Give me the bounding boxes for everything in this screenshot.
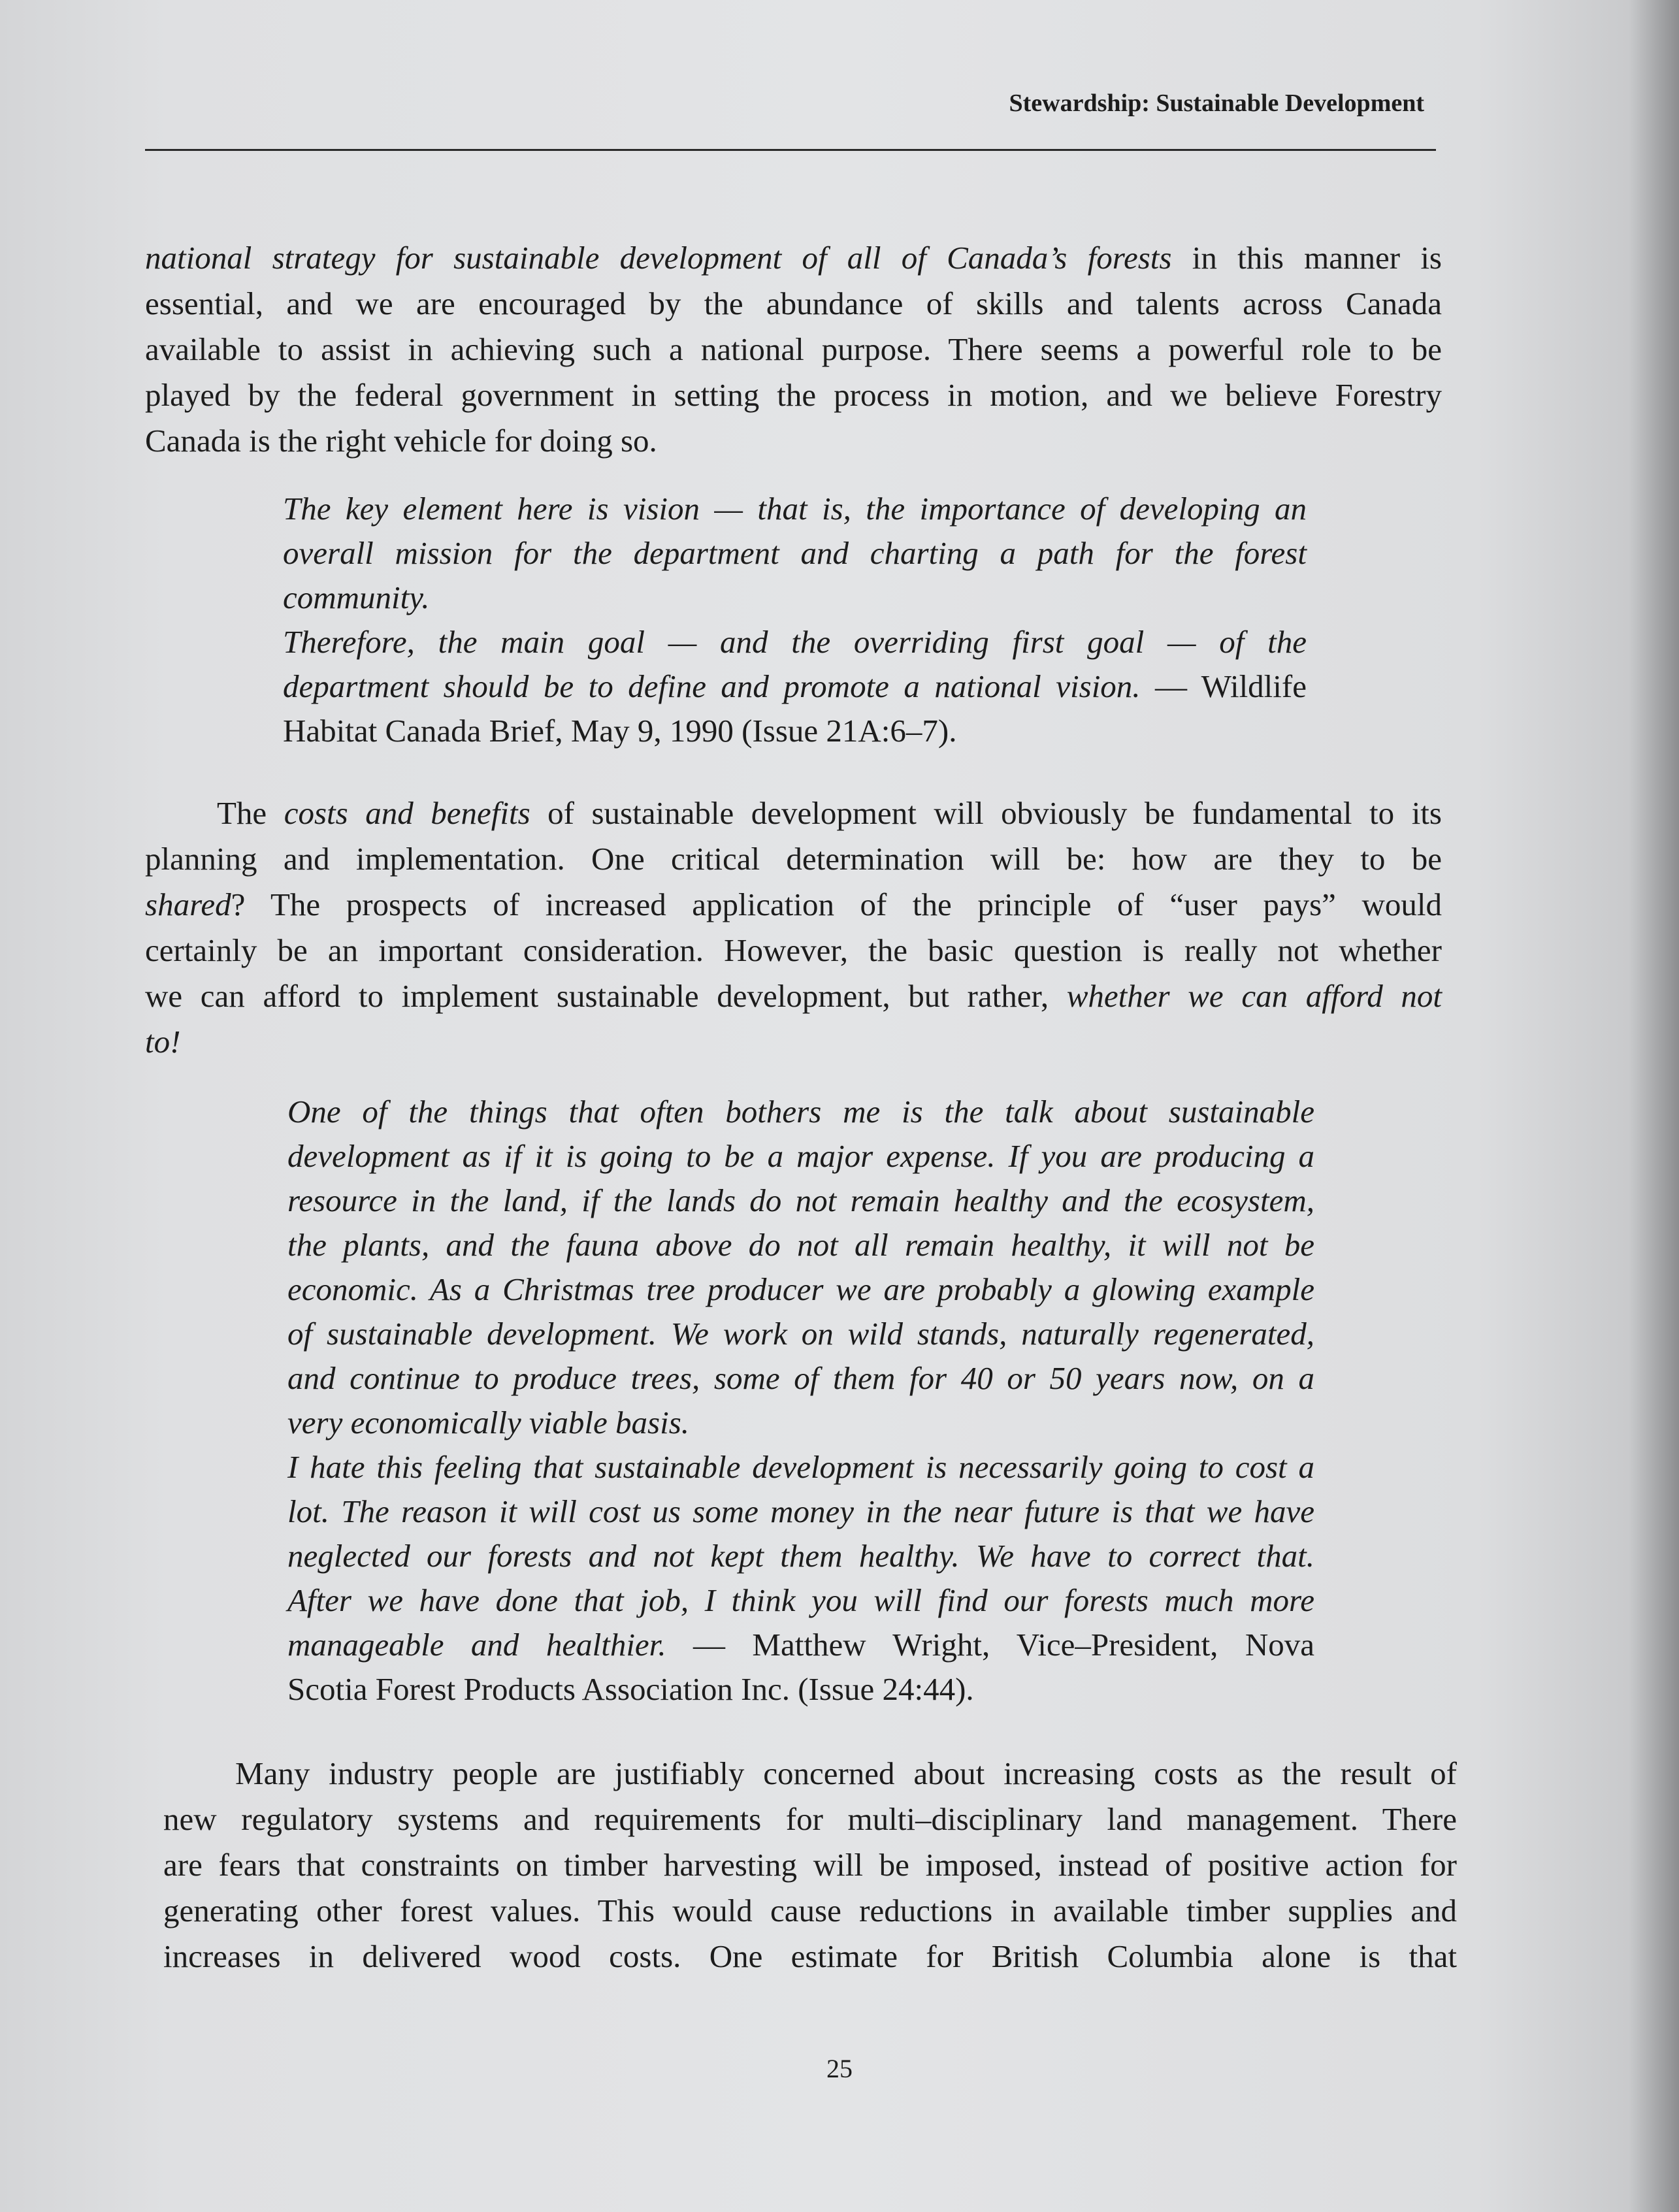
paragraph-2-line-2: planning and implementation. One critical determination will be: how are they to be	[145, 841, 1442, 877]
quote-2-line-13: manageable and healthier. — Matthew Wright, Vice–President, Nova	[287, 1627, 1314, 1663]
quote-2-line-5: economic. As a Christmas tree producer we are probably a glowing example	[287, 1271, 1314, 1307]
paragraph-1	[145, 235, 1442, 464]
quote-1-line-3: community.	[283, 579, 430, 615]
quote-2-line-7: and continue to produce trees, some of them for 40 or 50 years now, on a	[287, 1360, 1314, 1396]
quote-2-line-3: resource in the land, if the lands do not remain healthy and the ecosystem,	[287, 1182, 1314, 1218]
block-quote-1	[283, 487, 1307, 753]
paragraph-3-line-5: increases in delivered wood costs. One estimate for British Columbia alone is that	[163, 1938, 1457, 1974]
paragraph-2	[145, 790, 1442, 1065]
quote-2-line-12: After we have done that job, I think you will find our forests much more	[287, 1582, 1314, 1618]
paragraph-3-line-2: new regulatory systems and requirements for multi–disciplinary land management. There	[163, 1801, 1457, 1837]
quote-1-line-2: overall mission for the department and charting a path for the forest	[283, 535, 1307, 571]
quote-2-line-11: neglected our forests and not kept them healthy. We have to correct that.	[287, 1538, 1314, 1574]
quote-2-line-8: very economically viable basis.	[287, 1405, 690, 1440]
paragraph-3-line-4: generating other forest values. This would cause reductions in available timber supplies and	[163, 1893, 1457, 1928]
paragraph-3-line-1: Many industry people are justifiably concerned about increasing costs as the result of	[235, 1755, 1457, 1791]
quote-2-line-10: lot. The reason it will cost us some money in the near future is that we have	[287, 1493, 1314, 1529]
header-rule	[145, 149, 1436, 151]
block-quote-2	[287, 1090, 1314, 1712]
paragraph-1-line-5: Canada is the right vehicle for doing so.	[145, 423, 657, 459]
paragraph-2-line-3: shared? The prospects of increased application of the principle of “user pays” would	[145, 886, 1442, 922]
quote-1-attribution: Habitat Canada Brief, May 9, 1990 (Issue 21A:6–7).	[283, 713, 957, 749]
paragraph-2-line-4: certainly be an important consideration. However, the basic question is really not whether	[145, 932, 1442, 968]
page-number: 25	[826, 2054, 853, 2083]
paragraph-1-line-3: available to assist in achieving such a national purpose. There seems a powerful role to be	[145, 331, 1442, 367]
quote-1-line-4: Therefore, the main goal — and the overriding first goal — of the	[283, 624, 1307, 660]
paragraph-2-line-1: The costs and benefits of sustainable development will obviously be fundamental to its	[217, 795, 1442, 831]
paragraph-2-line-6: to!	[145, 1024, 181, 1060]
quote-1-line-1: The key element here is vision — that is, the importance of developing an	[283, 491, 1307, 527]
quote-2-attribution: Scotia Forest Products Association Inc. (Issue 24:44).	[287, 1671, 974, 1707]
quote-2-line-1: One of the things that often bothers me is the talk about sustainable	[287, 1094, 1314, 1130]
quote-1-line-5: department should be to define and promote a national vision. — Wildlife	[283, 668, 1307, 704]
paragraph-2-line-5: we can afford to implement sustainable development, but rather, whether we can afford not	[145, 978, 1442, 1014]
paragraph-1-line-4: played by the federal government in setting the process in motion, and we believe Forestry	[145, 377, 1442, 413]
paragraph-3	[163, 1751, 1457, 1979]
running-header-title: Stewardship: Sustainable Development	[1009, 89, 1424, 117]
quote-2-line-6: of sustainable development. We work on wild stands, naturally regenerated,	[287, 1316, 1314, 1352]
quote-2-line-9: I hate this feeling that sustainable development is necessarily going to cost a	[287, 1449, 1314, 1485]
quote-2-line-4: the plants, and the fauna above do not all remain healthy, it will not be	[287, 1227, 1314, 1263]
paragraph-1-line-2: essential, and we are encouraged by the abundance of skills and talents across Canada	[145, 285, 1442, 321]
paragraph-1-line-1: national strategy for sustainable development of all of Canada’s forests in this manner is	[145, 240, 1442, 276]
paragraph-3-line-3: are fears that constraints on timber harvesting will be imposed, instead of positive action for	[163, 1847, 1457, 1883]
quote-2-line-2: development as if it is going to be a major expense. If you are producing a	[287, 1138, 1314, 1174]
